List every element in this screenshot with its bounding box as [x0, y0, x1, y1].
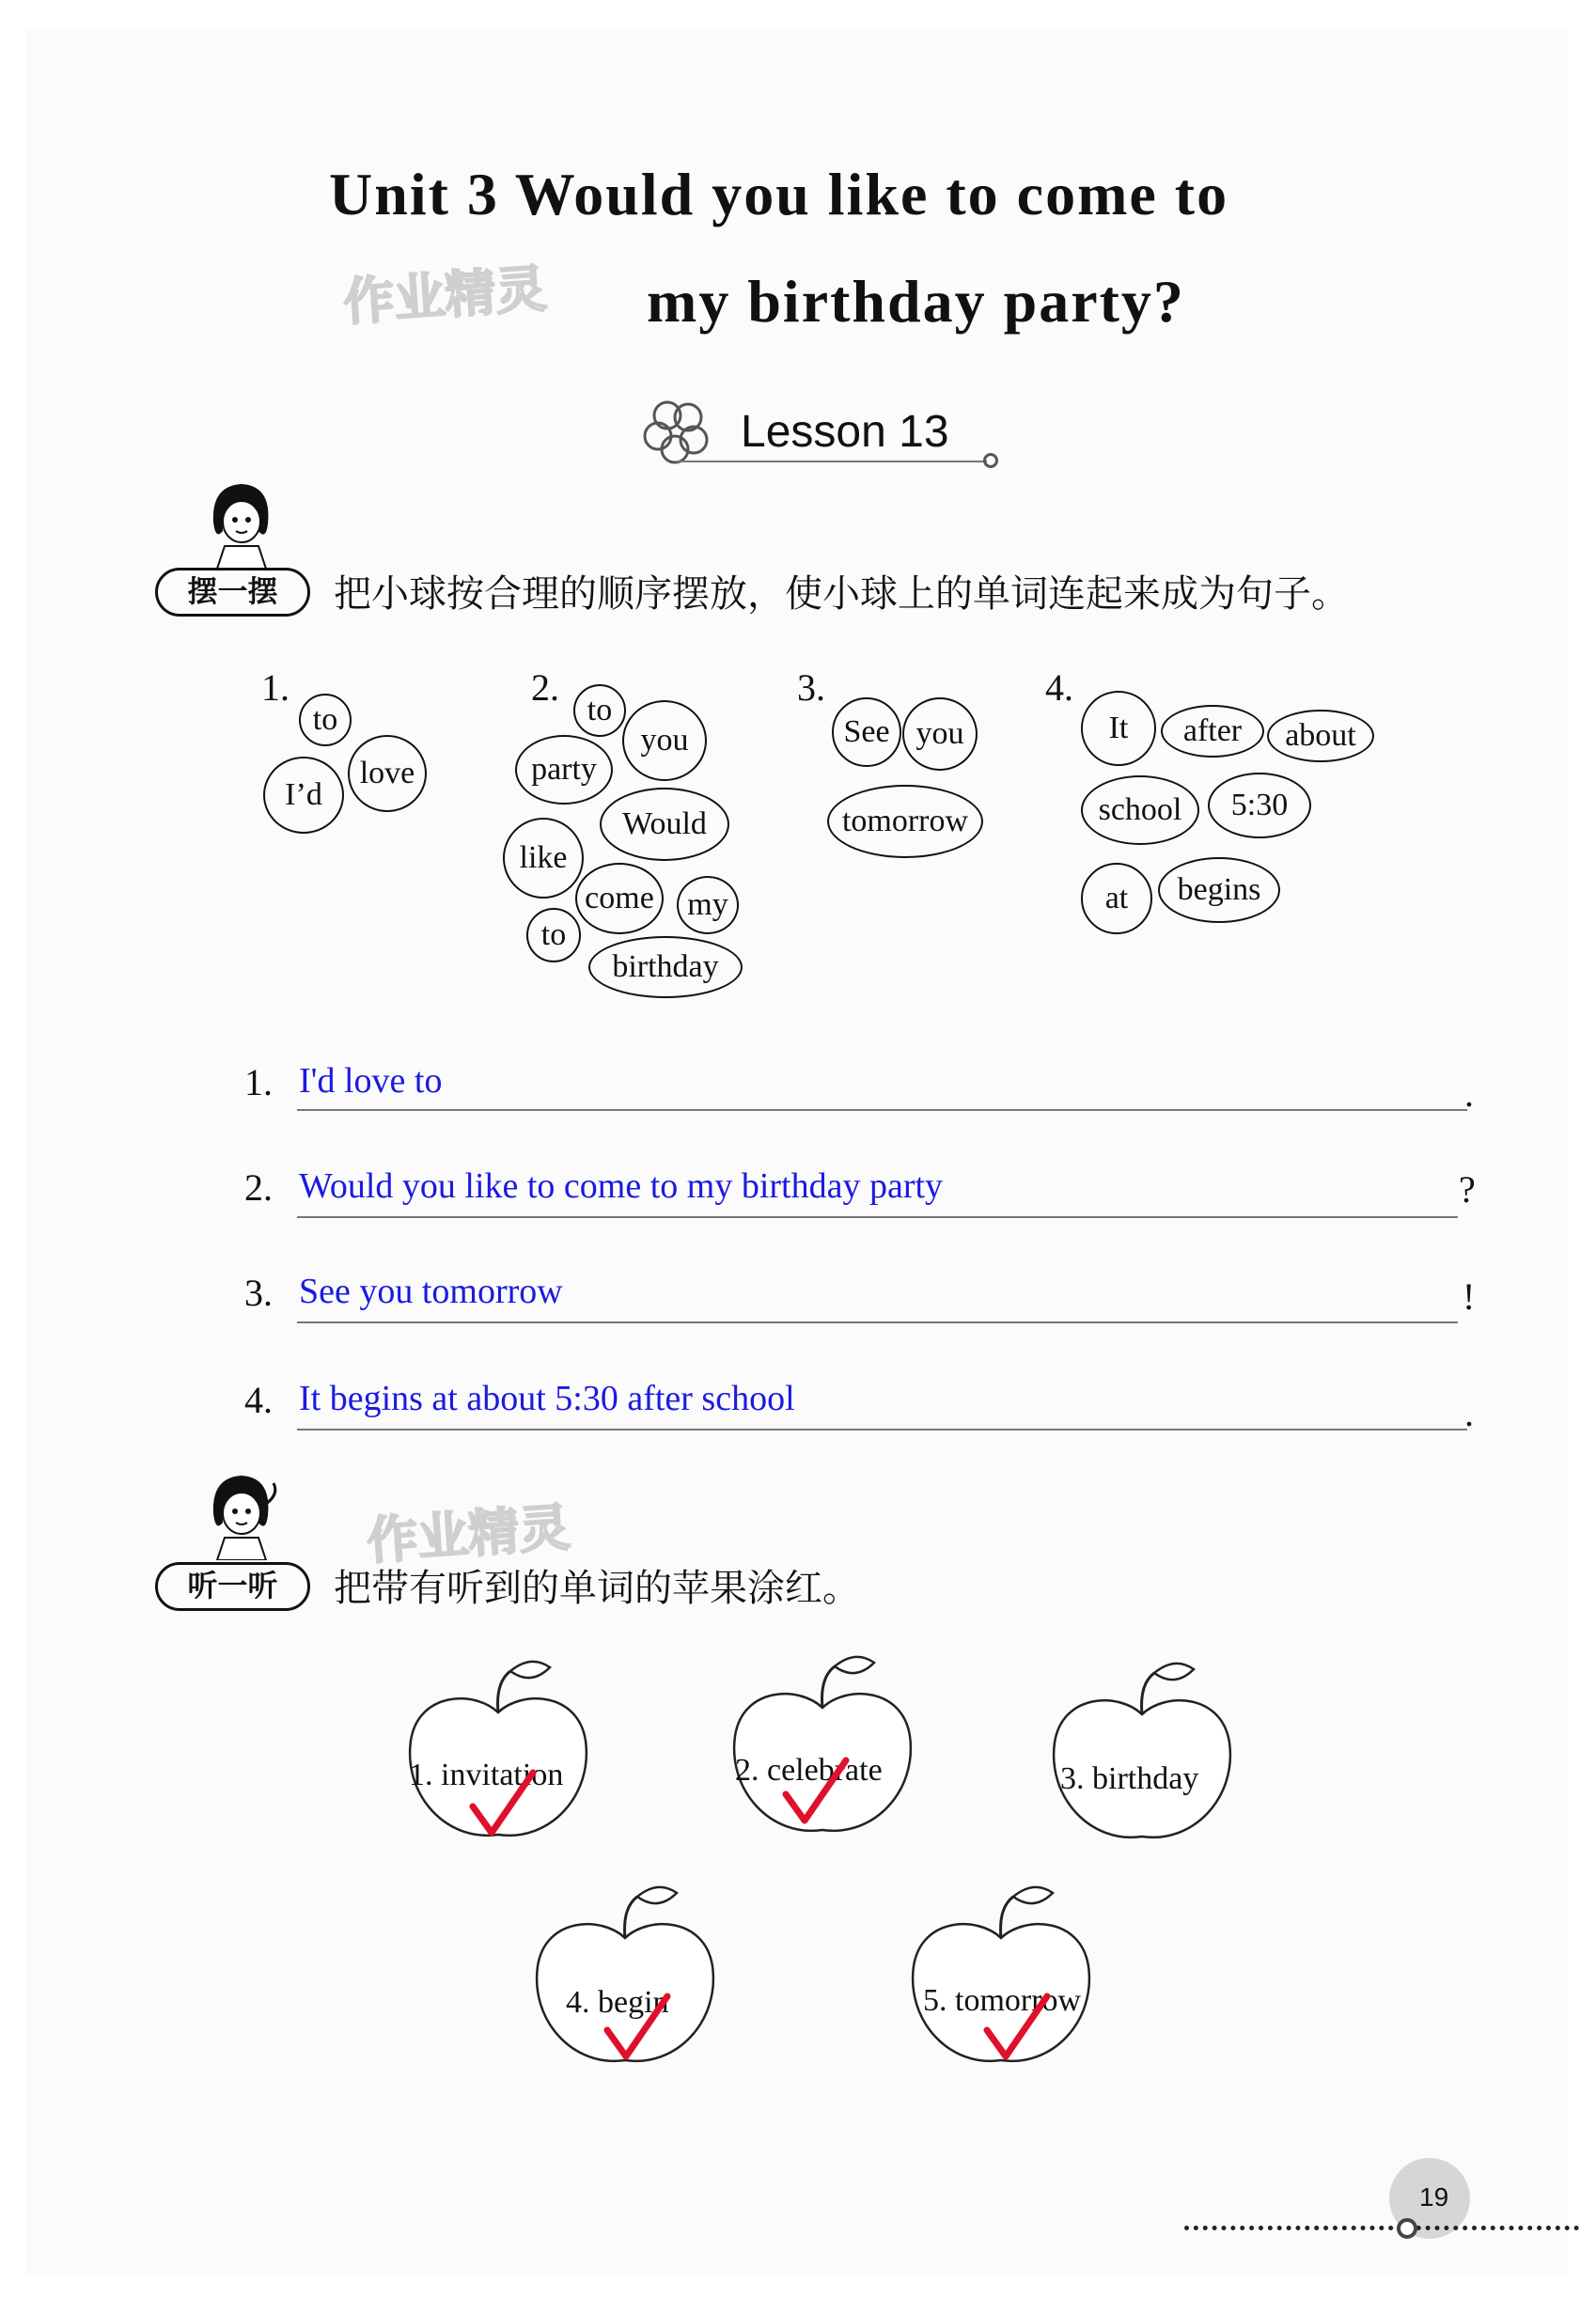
answer-line: [297, 1321, 1458, 1323]
checkmark-icon: [467, 1767, 542, 1842]
answer-punctuation: ?: [1459, 1168, 1476, 1211]
checkmark-icon: [780, 1755, 855, 1830]
word-ball[interactable]: 5:30: [1208, 773, 1311, 838]
apple-3[interactable]: [1043, 1656, 1241, 1853]
footer-dotted-line: [1184, 2226, 1579, 2230]
apple-5[interactable]: [902, 1880, 1100, 2077]
group-number: 3.: [797, 666, 825, 709]
word-ball[interactable]: love: [348, 735, 427, 812]
answer-punctuation: !: [1463, 1275, 1476, 1318]
word-ball[interactable]: about: [1267, 710, 1374, 762]
watermark: 作业精灵: [365, 1497, 572, 1571]
apple-label: 5. tomorrow: [923, 1983, 1082, 2018]
word-ball[interactable]: come: [575, 863, 664, 934]
page-number: 19: [1419, 2182, 1449, 2212]
word-ball[interactable]: school: [1081, 775, 1199, 845]
lesson-underline: [677, 461, 987, 462]
section2-instruction: 把带有听到的单词的苹果涂红。: [334, 1567, 860, 1610]
answer-number: 3.: [244, 1272, 273, 1314]
answer-text[interactable]: Would you like to come to my birthday party: [299, 1166, 944, 1206]
answer-number: 2.: [244, 1166, 273, 1209]
watermark: 作业精灵: [341, 258, 549, 333]
unit-title-line1: Unit 3 Would you like to come to: [329, 161, 1229, 227]
word-ball[interactable]: tomorrow: [827, 785, 983, 858]
group-number: 1.: [261, 666, 289, 709]
answer-punctuation: .: [1464, 1072, 1474, 1115]
footer-dot-icon: [1397, 2218, 1417, 2239]
apple-label: 1. invitation: [409, 1758, 564, 1792]
checkmark-icon: [981, 1991, 1056, 2066]
apple-2[interactable]: [724, 1649, 921, 1847]
answer-line: [297, 1109, 1467, 1111]
apple-label: 4. begin: [566, 1985, 669, 2020]
word-ball[interactable]: after: [1161, 705, 1264, 758]
word-ball[interactable]: like: [503, 818, 584, 899]
apple-icon: [1043, 1656, 1241, 1853]
word-ball[interactable]: begins: [1158, 857, 1280, 923]
answer-line: [297, 1429, 1467, 1430]
word-ball[interactable]: I’d: [263, 757, 344, 834]
flower-icon: [639, 395, 718, 471]
girl-pointing-icon: [193, 475, 287, 573]
answer-line: [297, 1216, 1458, 1218]
apple-1[interactable]: [399, 1654, 597, 1852]
word-ball[interactable]: See: [832, 697, 901, 767]
section-badge-listen: 听一听: [155, 1562, 310, 1611]
lesson-title: Lesson 13: [741, 407, 949, 457]
unit-title-line2: my birthday party?: [647, 268, 1185, 335]
word-ball[interactable]: Would: [600, 788, 729, 861]
apple-label: 2. celebrate: [735, 1753, 883, 1788]
word-ball[interactable]: birthday: [588, 936, 743, 998]
answer-text[interactable]: I'd love to: [299, 1061, 443, 1101]
answer-text[interactable]: It begins at about 5:30 after school: [299, 1379, 795, 1418]
answer-text[interactable]: See you tomorrow: [299, 1272, 563, 1311]
word-ball[interactable]: you: [902, 697, 978, 771]
section-badge-arrange: 摆一摆: [155, 568, 310, 617]
section1-instruction: 把小球按合理的顺序摆放，使小球上的单词连起来成为句子。: [334, 572, 1349, 616]
word-ball[interactable]: It: [1081, 691, 1156, 766]
girl-listening-icon: [193, 1466, 287, 1565]
answer-punctuation: .: [1464, 1392, 1474, 1434]
group-number: 4.: [1045, 666, 1073, 709]
answer-number: 4.: [244, 1379, 273, 1421]
word-ball[interactable]: to: [526, 908, 581, 962]
apple-label: 3. birthday: [1060, 1761, 1199, 1796]
word-ball[interactable]: to: [573, 684, 626, 737]
word-ball[interactable]: to: [299, 694, 352, 746]
word-ball[interactable]: at: [1081, 863, 1152, 934]
word-ball[interactable]: you: [622, 700, 707, 781]
word-ball[interactable]: party: [515, 735, 613, 805]
workbook-page: [26, 28, 1568, 2275]
apple-4[interactable]: [526, 1880, 724, 2077]
word-ball[interactable]: my: [677, 876, 739, 934]
answer-number: 1.: [244, 1061, 273, 1103]
group-number: 2.: [531, 666, 559, 709]
checkmark-icon: [602, 1991, 677, 2066]
lesson-dot-icon: [983, 453, 998, 468]
